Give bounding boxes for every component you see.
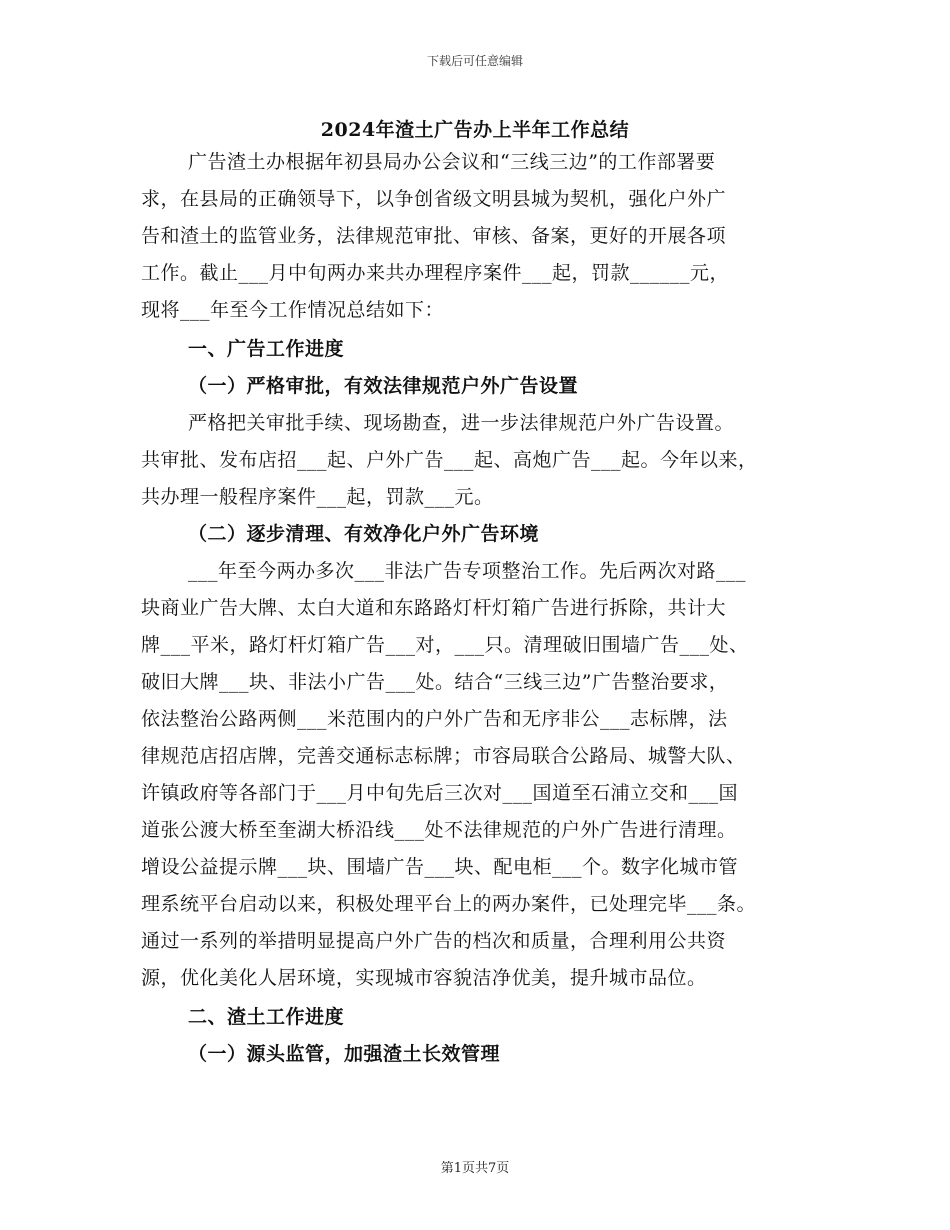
sub1-2-line-3: 牌___平米，路灯杆灯箱广告___对，___只。清理破旧围墙广告___处、 xyxy=(141,634,749,656)
subsection-heading-1-2: （二）逐步清理、有效净化户外广告环境 xyxy=(188,523,540,545)
intro-line-5: 现将___年至今工作情况总结如下： xyxy=(141,299,445,321)
page-footer: 第1页共7页 xyxy=(440,1161,510,1176)
sub1-2-line-2: 块商业广告大牌、太白大道和东路路灯杆灯箱广告进行拆除，共计大 xyxy=(141,597,727,619)
sub1-2-line-1: ___年至今两办多次___非法广告专项整治工作。先后两次对路___ xyxy=(188,560,747,582)
section-heading-2: 二、渣土工作进度 xyxy=(188,1006,345,1028)
subsection-heading-1-1: （一）严格审批，有效法律规范户外广告设置 xyxy=(188,375,579,397)
sub1-1-line-2: 共审批、发布店招___起、户外广告___起、高炮广告___起。今年以来， xyxy=(141,449,758,471)
sub1-2-line-12: 源，优化美化人居环境，实现城市容貌洁净优美，提升城市品位。 xyxy=(141,967,707,989)
intro-line-1: 广告渣土办根据年初县局办公会议和“三线三边”的工作部署要 xyxy=(188,151,716,173)
sub1-2-line-4: 破旧大牌___块、非法小广告___处。结合“三线三边”广告整治要求， xyxy=(141,671,729,693)
subsection-heading-2-1: （一）源头监管，加强渣土长效管理 xyxy=(188,1043,501,1065)
sub1-2-line-10: 理系统平台启动以来，积极处理平台上的两办案件，已处理完毕___条。 xyxy=(141,893,757,915)
intro-line-3: 告和渣土的监管业务，法律规范审批、审核、备案，更好的开展各项 xyxy=(141,225,727,247)
page-header-note: 下载后可任意编辑 xyxy=(426,54,523,68)
sub1-1-line-1: 严格把关审批手续、现场勘查，进一步法律规范户外广告设置。 xyxy=(188,412,735,434)
sub1-1-line-3: 共办理一般程序案件___起，罚款___元。 xyxy=(141,486,494,508)
section-heading-1: 一、广告工作进度 xyxy=(188,338,345,360)
document-title: 2024年渣土广告办上半年工作总结 xyxy=(320,119,630,141)
sub1-2-line-11: 通过一系列的举措明显提高户外广告的档次和质量，合理利用公共资 xyxy=(141,930,727,952)
sub1-2-line-5: 依法整治公路两侧___米范围内的户外广告和无序非公___志标牌，法 xyxy=(141,708,728,730)
intro-line-4: 工作。截止___月中旬两办来共办理程序案件___起，罚款______元， xyxy=(141,262,730,284)
sub1-2-line-6: 律规范店招店牌，完善交通标志标牌；市容局联合公路局、城警大队、 xyxy=(141,745,746,767)
sub1-2-line-7: 许镇政府等各部门于___月中旬先后三次对___国道至石浦立交和___国 xyxy=(141,782,739,804)
intro-line-2: 求，在县局的正确领导下，以争创省级文明县城为契机，强化户外广 xyxy=(141,188,727,210)
sub1-2-line-8: 道张公渡大桥至奎湖大桥沿线___处不法律规范的户外广告进行清理。 xyxy=(141,819,737,841)
sub1-2-line-9: 增设公益提示牌___块、围墙广告___块、配电柜___个。数字化城市管 xyxy=(141,856,739,878)
